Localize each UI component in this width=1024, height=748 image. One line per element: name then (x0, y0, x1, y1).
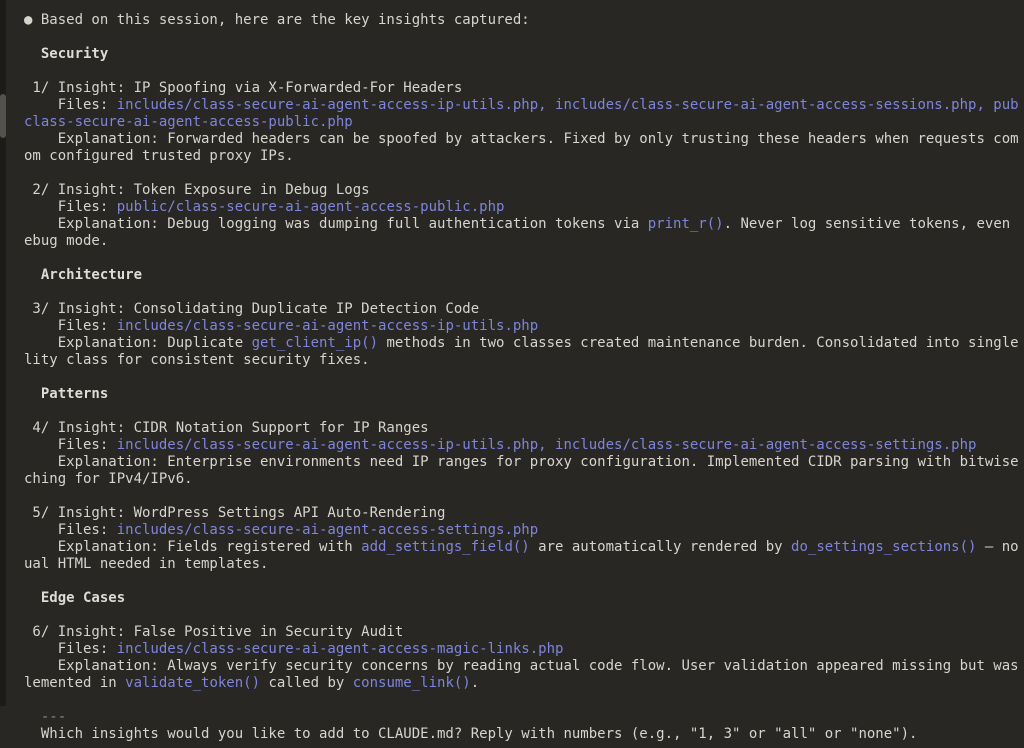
file-path-or-code-ref: public/class-secure-ai-agent-access-public.php (116, 199, 505, 215)
terminal-line (24, 454, 1024, 471)
text-segment: Files: (24, 437, 117, 453)
text-segment: Which insights would you like to add to CLAUDE.md? Reply with numbers (e.g., "1, 3" or "all" or "none"). (24, 726, 918, 742)
terminal-line (24, 539, 1024, 556)
file-path-or-code-ref: class-secure-ai-agent-access-public.php (24, 114, 353, 130)
text-segment: Explanation: Fields registered with (24, 539, 362, 555)
text-segment: lemented in (24, 675, 126, 691)
scrollbar-track[interactable] (0, 0, 6, 706)
terminal-line (24, 80, 1024, 97)
text-segment: called by (260, 675, 353, 691)
terminal-line (24, 284, 1024, 301)
terminal-line (24, 505, 1024, 522)
text-segment: Files: (24, 199, 117, 215)
text-segment: Explanation: Duplicate (24, 335, 252, 351)
terminal-line (24, 709, 1024, 726)
text-segment: 2/ Insight: Token Exposure in Debug Logs (24, 182, 370, 198)
text-segment: Files: (24, 318, 117, 334)
text-segment: ual HTML needed in templates. (24, 556, 269, 572)
terminal-line (24, 692, 1024, 709)
terminal-line (24, 471, 1024, 488)
terminal-line (24, 624, 1024, 641)
terminal-line (24, 488, 1024, 505)
terminal-line (24, 114, 1024, 131)
file-path-or-code-ref: get_client_ip() (251, 335, 379, 351)
terminal-line (24, 318, 1024, 335)
terminal-line (24, 573, 1024, 590)
text-segment: 1/ Insight: IP Spoofing via X-Forwarded-For Headers (24, 80, 463, 96)
terminal-line (24, 607, 1024, 624)
terminal-line (24, 148, 1024, 165)
text-segment: methods in two classes created maintenance burden. Consolidated into single (378, 335, 1019, 351)
text-segment: Explanation: Enterprise environments need IP ranges for proxy configuration. Implemented CIDR parsing with bitwise (24, 454, 1019, 470)
terminal-line (24, 267, 1024, 284)
terminal-line (24, 675, 1024, 692)
terminal-line (24, 590, 1024, 607)
terminal-line (24, 216, 1024, 233)
terminal-line (24, 301, 1024, 318)
text-segment: ching for IPv4/IPv6. (24, 471, 193, 487)
terminal-line (24, 556, 1024, 573)
text-segment: Files: (24, 522, 117, 538)
terminal-line (24, 46, 1024, 63)
file-path-or-code-ref: includes/class-secure-ai-agent-access-magic-links.php (116, 641, 564, 657)
terminal-line (24, 403, 1024, 420)
terminal-line (24, 29, 1024, 46)
terminal-line (24, 726, 1024, 743)
section-header: Edge Cases (24, 590, 126, 606)
divider-text: --- (24, 709, 67, 725)
text-segment: are automatically rendered by (529, 539, 792, 555)
file-path-or-code-ref: includes/class-secure-ai-agent-access-ip-utils.php, includes/class-secure-ai-agent-access-settings.php (116, 437, 977, 453)
text-segment: lity class for consistent security fixes. (24, 352, 370, 368)
terminal-line (24, 165, 1024, 182)
terminal-line (24, 250, 1024, 267)
text-segment: Files: (24, 97, 117, 113)
terminal-line (24, 199, 1024, 216)
terminal-line (24, 63, 1024, 80)
file-path-or-code-ref: validate_token() (125, 675, 261, 691)
terminal-line (24, 386, 1024, 403)
text-segment: — no (976, 539, 1019, 555)
text-segment: 5/ Insight: WordPress Settings API Auto-Rendering (24, 505, 446, 521)
file-path-or-code-ref: includes/class-secure-ai-agent-access-ip-utils.php, includes/class-secure-ai-agent-access-sessions.php, pub (116, 97, 1019, 113)
terminal-line (24, 437, 1024, 454)
terminal-line (24, 369, 1024, 386)
text-segment: om configured trusted proxy IPs. (24, 148, 294, 164)
file-path-or-code-ref: do_settings_sections() (791, 539, 977, 555)
file-path-or-code-ref: consume_link() (352, 675, 471, 691)
text-segment: Files: (24, 641, 117, 657)
file-path-or-code-ref: add_settings_field() (361, 539, 530, 555)
terminal-line (24, 641, 1024, 658)
terminal-line (24, 182, 1024, 199)
terminal-line (24, 12, 1024, 29)
terminal-line (24, 658, 1024, 675)
text-segment: ebug mode. (24, 233, 109, 249)
terminal-line (24, 335, 1024, 352)
text-segment: Explanation: Debug logging was dumping full authentication tokens via (24, 216, 648, 232)
section-header: Security (24, 46, 109, 62)
text-segment: 3/ Insight: Consolidating Duplicate IP Detection Code (24, 301, 480, 317)
terminal-line (24, 97, 1024, 114)
text-segment: . Never log sensitive tokens, even (723, 216, 1011, 232)
text-segment: ● Based on this session, here are the key insights captured: (24, 12, 530, 28)
text-segment: 6/ Insight: False Positive in Security Audit (24, 624, 404, 640)
terminal-line (24, 233, 1024, 250)
section-header: Patterns (24, 386, 109, 402)
file-path-or-code-ref: includes/class-secure-ai-agent-access-ip-utils.php (116, 318, 539, 334)
file-path-or-code-ref: includes/class-secure-ai-agent-access-settings.php (116, 522, 539, 538)
scrollbar-thumb[interactable] (0, 94, 6, 138)
file-path-or-code-ref: print_r() (647, 216, 724, 232)
text-segment: Explanation: Always verify security concerns by reading actual code flow. User validation appeared missing but was (24, 658, 1019, 674)
section-header: Architecture (24, 267, 143, 283)
terminal-line (24, 352, 1024, 369)
terminal-line (24, 522, 1024, 539)
terminal-line (24, 420, 1024, 437)
text-segment: . (470, 675, 480, 691)
terminal-line (24, 131, 1024, 148)
text-segment: Explanation: Forwarded headers can be spoofed by attackers. Fixed by only trusting these headers when requests com (24, 131, 1019, 147)
text-segment: 4/ Insight: CIDR Notation Support for IP Ranges (24, 420, 429, 436)
